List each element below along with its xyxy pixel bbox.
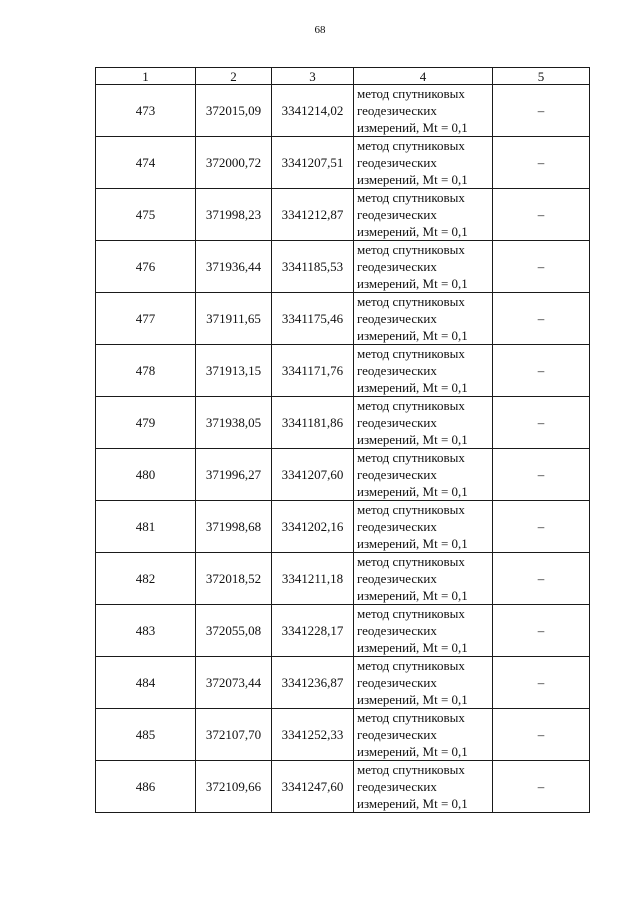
point-number-cell: 483 bbox=[96, 605, 196, 657]
point-number-cell: 477 bbox=[96, 293, 196, 345]
note-cell: – bbox=[493, 761, 590, 813]
note-cell: – bbox=[493, 85, 590, 137]
note-cell: – bbox=[493, 345, 590, 397]
y-coordinate-cell: 3341214,02 bbox=[272, 85, 354, 137]
method-line: метод спутниковых bbox=[357, 554, 465, 569]
method-line: геодезических bbox=[357, 103, 437, 118]
point-number-cell: 479 bbox=[96, 397, 196, 449]
method-line: геодезических bbox=[357, 623, 437, 638]
method-line: геодезических bbox=[357, 155, 437, 170]
method-line: геодезических bbox=[357, 519, 437, 534]
table-row bbox=[96, 85, 590, 137]
point-number-cell: 485 bbox=[96, 709, 196, 761]
y-coordinate-cell: 3341228,17 bbox=[272, 605, 354, 657]
note-cell: – bbox=[493, 137, 590, 189]
method-cell bbox=[354, 709, 493, 761]
method-line: метод спутниковых bbox=[357, 190, 465, 205]
method-cell bbox=[354, 397, 493, 449]
table-row bbox=[96, 657, 590, 709]
table-row bbox=[96, 241, 590, 293]
note-cell: – bbox=[493, 241, 590, 293]
method-line: геодезических bbox=[357, 727, 437, 742]
x-coordinate-cell: 371998,23 bbox=[196, 189, 272, 241]
y-coordinate-cell: 3341247,60 bbox=[272, 761, 354, 813]
method-cell bbox=[354, 293, 493, 345]
method-cell bbox=[354, 345, 493, 397]
method-cell bbox=[354, 189, 493, 241]
method-line: геодезических bbox=[357, 415, 437, 430]
y-coordinate-cell: 3341181,86 bbox=[272, 397, 354, 449]
method-cell bbox=[354, 657, 493, 709]
method-line: метод спутниковых bbox=[357, 294, 465, 309]
method-line: геодезических bbox=[357, 363, 437, 378]
method-line: измерений, Mt = 0,1 bbox=[357, 484, 468, 499]
table-body bbox=[96, 85, 590, 813]
table-row bbox=[96, 605, 590, 657]
header-row bbox=[96, 68, 590, 85]
x-coordinate-cell: 371996,27 bbox=[196, 449, 272, 501]
note-cell: – bbox=[493, 501, 590, 553]
point-number-cell: 473 bbox=[96, 85, 196, 137]
coordinates-table bbox=[95, 67, 590, 813]
method-line: измерений, Mt = 0,1 bbox=[357, 276, 468, 291]
method-line: метод спутниковых bbox=[357, 606, 465, 621]
method-line: геодезических bbox=[357, 467, 437, 482]
point-number-cell: 484 bbox=[96, 657, 196, 709]
method-line: измерений, Mt = 0,1 bbox=[357, 224, 468, 239]
y-coordinate-cell: 3341175,46 bbox=[272, 293, 354, 345]
method-line: метод спутниковых bbox=[357, 502, 465, 517]
method-line: метод спутниковых bbox=[357, 346, 465, 361]
header-col-3: 3 bbox=[272, 68, 354, 85]
method-line: измерений, Mt = 0,1 bbox=[357, 640, 468, 655]
method-line: измерений, Mt = 0,1 bbox=[357, 536, 468, 551]
x-coordinate-cell: 371938,05 bbox=[196, 397, 272, 449]
method-cell bbox=[354, 605, 493, 657]
method-cell bbox=[354, 241, 493, 293]
method-line: геодезических bbox=[357, 571, 437, 586]
note-cell: – bbox=[493, 189, 590, 241]
y-coordinate-cell: 3341236,87 bbox=[272, 657, 354, 709]
method-cell bbox=[354, 501, 493, 553]
note-cell: – bbox=[493, 709, 590, 761]
method-line: измерений, Mt = 0,1 bbox=[357, 796, 468, 811]
method-cell bbox=[354, 761, 493, 813]
y-coordinate-cell: 3341202,16 bbox=[272, 501, 354, 553]
note-cell: – bbox=[493, 397, 590, 449]
method-line: метод спутниковых bbox=[357, 658, 465, 673]
note-cell: – bbox=[493, 605, 590, 657]
table-row bbox=[96, 397, 590, 449]
x-coordinate-cell: 372109,66 bbox=[196, 761, 272, 813]
method-cell bbox=[354, 553, 493, 605]
method-line: измерений, Mt = 0,1 bbox=[357, 692, 468, 707]
method-line: метод спутниковых bbox=[357, 398, 465, 413]
table-row bbox=[96, 553, 590, 605]
method-line: метод спутниковых bbox=[357, 242, 465, 257]
x-coordinate-cell: 372018,52 bbox=[196, 553, 272, 605]
y-coordinate-cell: 3341185,53 bbox=[272, 241, 354, 293]
method-line: геодезических bbox=[357, 675, 437, 690]
method-line: метод спутниковых bbox=[357, 762, 465, 777]
y-coordinate-cell: 3341212,87 bbox=[272, 189, 354, 241]
header-col-4: 4 bbox=[354, 68, 493, 85]
table-row bbox=[96, 293, 590, 345]
method-line: измерений, Mt = 0,1 bbox=[357, 588, 468, 603]
point-number-cell: 474 bbox=[96, 137, 196, 189]
method-line: измерений, Mt = 0,1 bbox=[357, 328, 468, 343]
x-coordinate-cell: 372055,08 bbox=[196, 605, 272, 657]
method-line: измерений, Mt = 0,1 bbox=[357, 432, 468, 447]
note-cell: – bbox=[493, 553, 590, 605]
method-line: измерений, Mt = 0,1 bbox=[357, 172, 468, 187]
point-number-cell: 475 bbox=[96, 189, 196, 241]
method-line: измерений, Mt = 0,1 bbox=[357, 120, 468, 135]
method-line: геодезических bbox=[357, 779, 437, 794]
method-line: метод спутниковых bbox=[357, 138, 465, 153]
method-line: измерений, Mt = 0,1 bbox=[357, 744, 468, 759]
x-coordinate-cell: 371936,44 bbox=[196, 241, 272, 293]
method-cell bbox=[354, 449, 493, 501]
x-coordinate-cell: 372015,09 bbox=[196, 85, 272, 137]
table-row bbox=[96, 449, 590, 501]
table-row bbox=[96, 137, 590, 189]
method-line: геодезических bbox=[357, 311, 437, 326]
header-col-1: 1 bbox=[96, 68, 196, 85]
note-cell: – bbox=[493, 449, 590, 501]
x-coordinate-cell: 372107,70 bbox=[196, 709, 272, 761]
method-line: геодезических bbox=[357, 259, 437, 274]
header-col-2: 2 bbox=[196, 68, 272, 85]
method-line: метод спутниковых bbox=[357, 450, 465, 465]
table-row bbox=[96, 709, 590, 761]
page-number: 68 bbox=[314, 24, 326, 36]
method-line: метод спутниковых bbox=[357, 86, 465, 101]
point-number-cell: 482 bbox=[96, 553, 196, 605]
table-row bbox=[96, 189, 590, 241]
y-coordinate-cell: 3341211,18 bbox=[272, 553, 354, 605]
note-cell: – bbox=[493, 657, 590, 709]
x-coordinate-cell: 372073,44 bbox=[196, 657, 272, 709]
x-coordinate-cell: 371998,68 bbox=[196, 501, 272, 553]
x-coordinate-cell: 372000,72 bbox=[196, 137, 272, 189]
x-coordinate-cell: 371911,65 bbox=[196, 293, 272, 345]
method-cell bbox=[354, 137, 493, 189]
method-line: метод спутниковых bbox=[357, 710, 465, 725]
table-row bbox=[96, 345, 590, 397]
y-coordinate-cell: 3341252,33 bbox=[272, 709, 354, 761]
point-number-cell: 478 bbox=[96, 345, 196, 397]
point-number-cell: 486 bbox=[96, 761, 196, 813]
y-coordinate-cell: 3341207,60 bbox=[272, 449, 354, 501]
y-coordinate-cell: 3341207,51 bbox=[272, 137, 354, 189]
point-number-cell: 480 bbox=[96, 449, 196, 501]
point-number-cell: 476 bbox=[96, 241, 196, 293]
method-line: геодезических bbox=[357, 207, 437, 222]
method-cell bbox=[354, 85, 493, 137]
table-row bbox=[96, 501, 590, 553]
x-coordinate-cell: 371913,15 bbox=[196, 345, 272, 397]
y-coordinate-cell: 3341171,76 bbox=[272, 345, 354, 397]
point-number-cell: 481 bbox=[96, 501, 196, 553]
header-col-5: 5 bbox=[493, 68, 590, 85]
table-row bbox=[96, 761, 590, 813]
note-cell: – bbox=[493, 293, 590, 345]
method-line: измерений, Mt = 0,1 bbox=[357, 380, 468, 395]
